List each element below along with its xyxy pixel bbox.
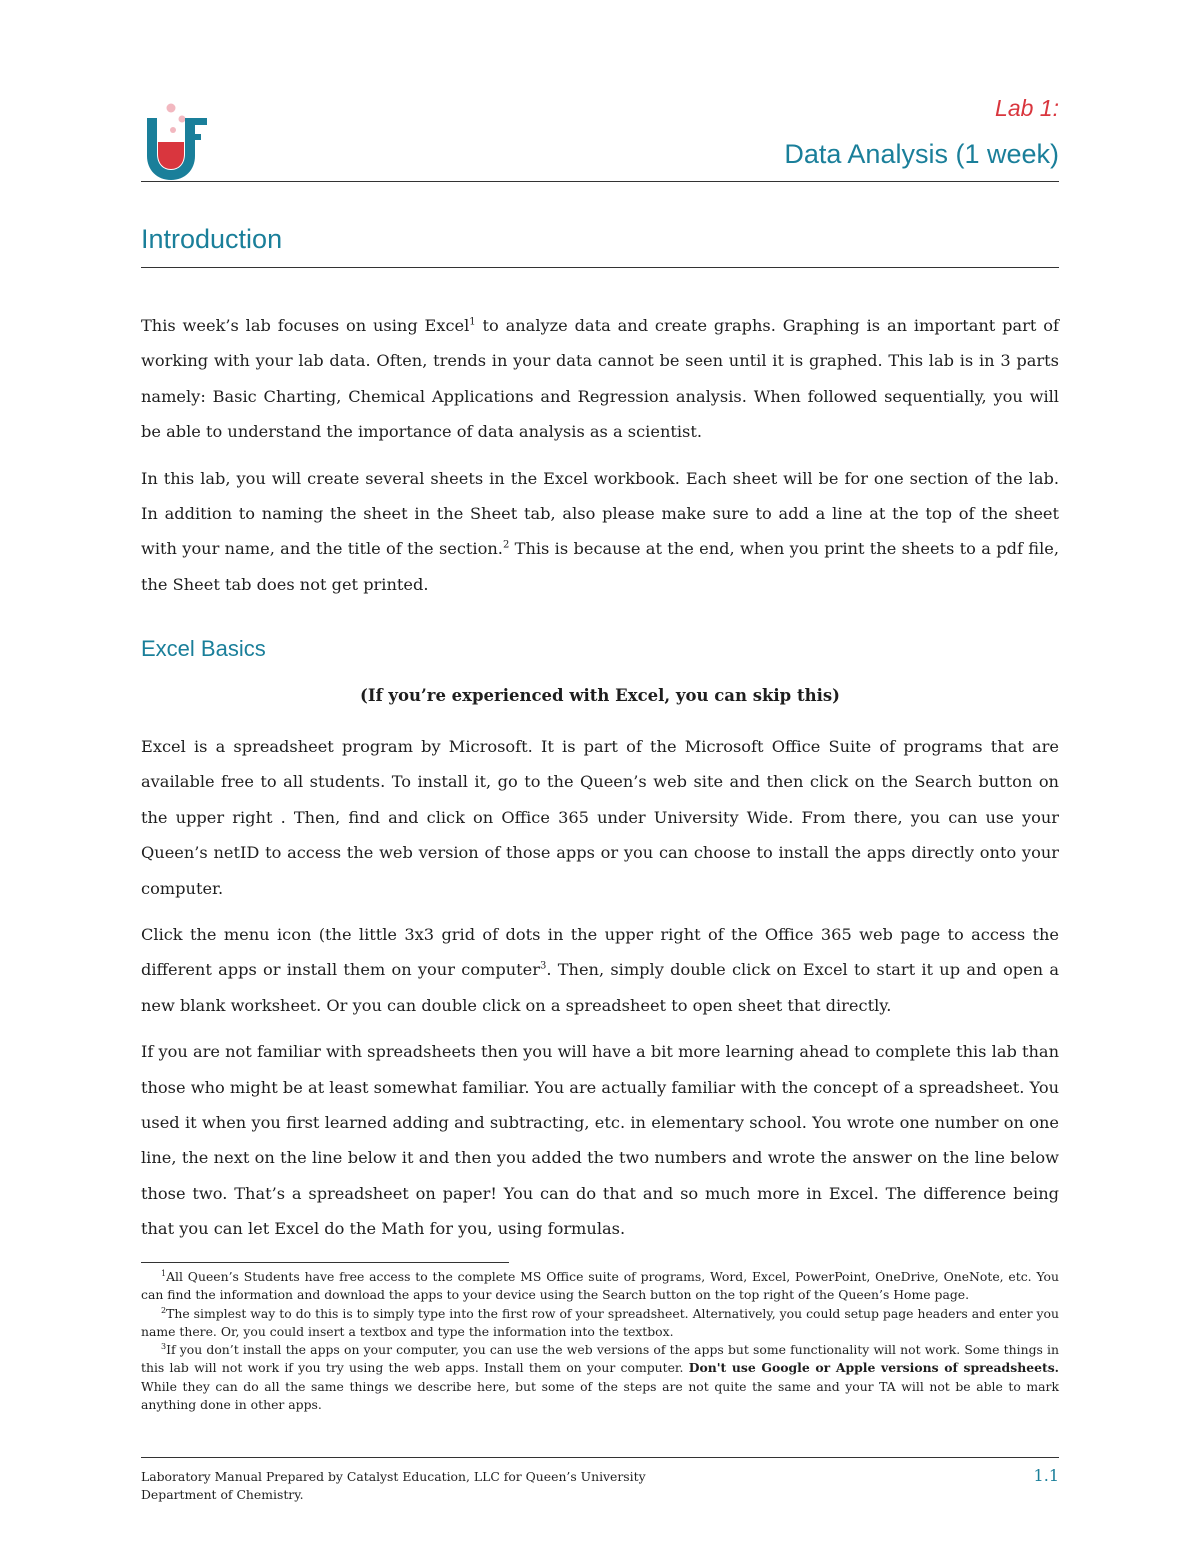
paragraph: This week’s lab focuses on using Excel$^1$ to analyze data and create graphs. Graphing is an important part of working with your lab data. Often, trends in your data cannot be seen until it is graphed. This lab is in 3 parts namely: Basic Charting, Chemical Applications and Regression analysis. When followed sequentially, you will be able to understand the importance of data analysis as a scientist. bbox=[141, 316, 1059, 442]
introduction-body bbox=[141, 308, 1059, 613]
footer-divider bbox=[141, 1457, 1059, 1458]
section-heading-excel-basics: Excel Basics bbox=[141, 636, 266, 661]
skip-note: (If you’re experienced with Excel, you can skip this) bbox=[360, 686, 840, 705]
paragraph: Click the menu icon (the little 3x3 grid of dots in the upper right of the Office 365 web page to access the different apps or install them on your computer$^3$. Then, simply double click on Excel to start it up and open a new blank worksheet. Or you can double click on a spreadsheet to open sheet that directly. bbox=[141, 925, 1059, 1015]
beaker-logo-icon bbox=[143, 102, 209, 182]
footnote-ref: 3 bbox=[539, 961, 547, 973]
footer-department: Department of Chemistry. bbox=[141, 1487, 304, 1502]
section-divider bbox=[141, 267, 1059, 268]
lab-number: Lab 1: bbox=[995, 95, 1059, 121]
paragraph: If you are not familiar with spreadsheets then you will have a bit more learning ahead to complete this lab than those who might be at least somewhat familiar. You are actually familiar with the concept of a spreadsheet. You used it when you first learned adding and subtracting, etc. in elementary school. You wrote one number on one line, the next on the line below it and then you added the two numbers and wrote the answer on the line below those two. That’s a spreadsheet on paper! You can do that and so much more in Excel. The difference being that you can let Excel do the Math for you, using formulas. bbox=[141, 1042, 1059, 1239]
footer-credit: Laboratory Manual Prepared by Catalyst Education, LLC for Queen’s University bbox=[141, 1469, 646, 1484]
paragraph: Excel is a spreadsheet program by Microsoft. It is part of the Microsoft Office Suite of programs that are available free to all students. To install it, go to the Queen’s web site and then click on the Search button on the upper right . Then, find and click on Office 365 under University Wide. From there, you can use your Queen’s netID to access the web version of those apps or you can choose to install the apps directly onto your computer. bbox=[141, 737, 1059, 898]
page-footer bbox=[141, 1468, 646, 1504]
footnote: $^2$The simplest way to do this is to simply type into the first row of your spreadsheet. Alternatively, you could setup page headers and enter you name there. Or, you could insert a textbox and type the information into the textbox. bbox=[141, 1305, 1059, 1339]
section-heading-introduction: Introduction bbox=[141, 224, 283, 254]
excel-basics-body bbox=[141, 729, 1059, 1258]
header-divider bbox=[141, 181, 1059, 182]
footnote: $^1$All Queen’s Students have free access to the complete MS Office suite of programs, Word, Excel, PowerPoint, OneDrive, OneNote, etc. You can find the information and download the apps to your device using the Search button on the top right of the Queen’s Home page. bbox=[141, 1268, 1059, 1303]
footnote-ref: 2 bbox=[502, 540, 510, 552]
lab-title: Data Analysis (1 week) bbox=[784, 139, 1059, 169]
page-number: 1.1 bbox=[1033, 1466, 1059, 1485]
footnote-ref: 1 bbox=[469, 316, 476, 328]
paragraph: In this lab, you will create several sheets in the Excel workbook. Each sheet will be for one section of the lab. In addition to naming the sheet in the Sheet tab, also please make sure to add a line at the top of the sheet with your name, and the title of the section.$^2$ This is because at the end, when you print the sheets to a pdf file, the Sheet tab does not get printed. bbox=[141, 468, 1059, 594]
footnote: $^3$If you don’t install the apps on your computer, you can use the web versions of the apps but some functionality will not work. Some things in this lab will not work if you try using the web apps. Install them on your computer. Don't use Google or Apple versions of spreadsheets. While they can do all the same things we describe here, but some of the steps are not quite the same and your TA will not be able to mark anything done in other apps. bbox=[141, 1342, 1059, 1413]
footnotes bbox=[141, 1268, 1059, 1414]
page-header bbox=[784, 94, 1059, 170]
footnote-divider bbox=[141, 1262, 509, 1263]
